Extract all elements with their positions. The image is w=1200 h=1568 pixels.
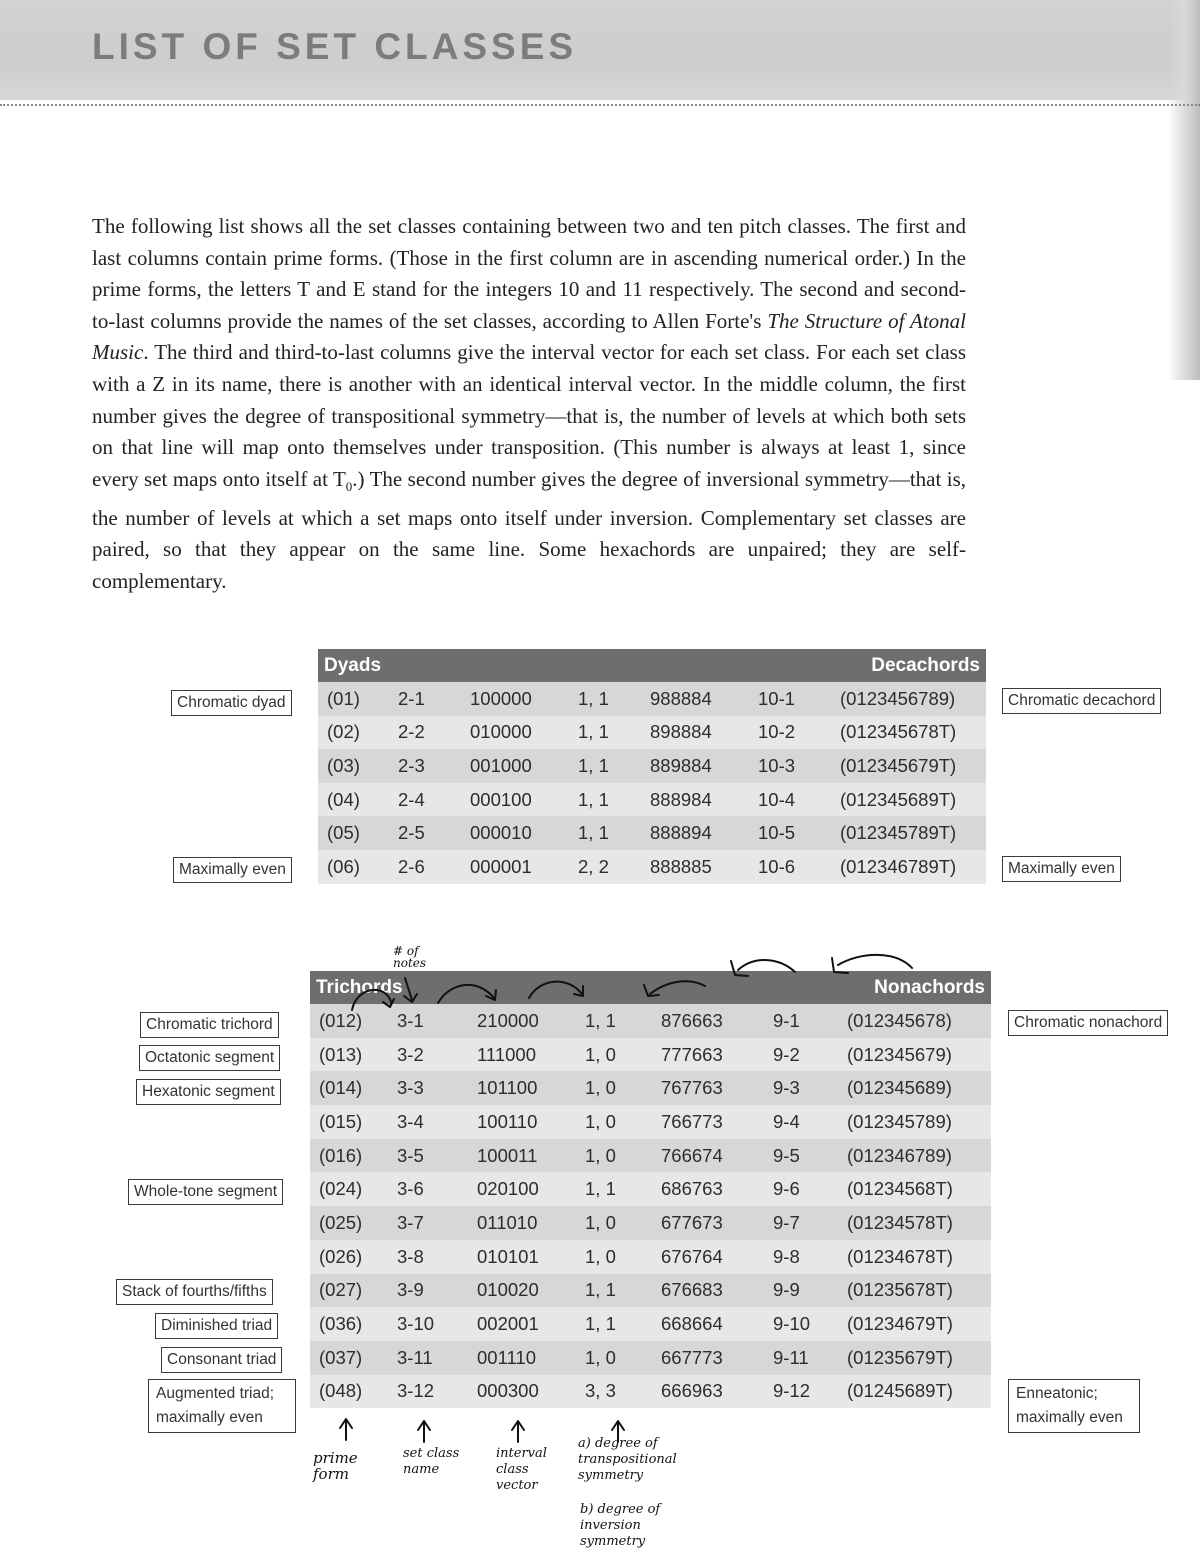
label-chromatic-trichord: Chromatic trichord (140, 1012, 279, 1038)
cell-name: 2-2 (398, 716, 470, 750)
cell-sym: 1, 0 (585, 1240, 661, 1274)
cell-sym: 1, 1 (578, 783, 650, 817)
cell-cvector: 686763 (661, 1172, 773, 1206)
cell-cvector: 888894 (650, 816, 758, 850)
cell-cname: 10-3 (758, 749, 840, 783)
cell-cprime: (01235679T) (847, 1341, 991, 1375)
cell-vector: 010000 (470, 716, 578, 750)
cell-cname: 10-1 (758, 682, 840, 716)
label-chromatic-dyad: Chromatic dyad (171, 690, 292, 716)
table-row (310, 1105, 991, 1139)
cell-cvector: 766773 (661, 1105, 773, 1139)
cell-prime: (05) (318, 816, 398, 850)
cell-name: 3-5 (397, 1139, 477, 1173)
cell-cprime: (01245689T) (847, 1375, 991, 1409)
cell-prime: (02) (318, 716, 398, 750)
cell-name: 3-4 (397, 1105, 477, 1139)
hw-degree-transpositional: a) degree of transpositional symmetry (578, 1436, 677, 1483)
table-header-row (310, 971, 991, 1004)
cell-cprime: (01234568T) (847, 1172, 991, 1206)
cell-cprime: (012345678) (847, 1004, 991, 1038)
cell-cname: 10-6 (758, 850, 840, 884)
cell-cname: 9-2 (773, 1038, 847, 1072)
table-row (310, 1341, 991, 1375)
cell-vector: 000300 (477, 1375, 585, 1409)
label-diminished-triad: Diminished triad (155, 1313, 278, 1339)
cell-cvector: 766674 (661, 1139, 773, 1173)
table-row (310, 1206, 991, 1240)
cell-cprime: (012345689) (847, 1071, 991, 1105)
cell-prime: (06) (318, 850, 398, 884)
cell-prime: (025) (310, 1206, 397, 1240)
cell-vector: 100110 (477, 1105, 585, 1139)
table-row (318, 716, 986, 750)
label-hexatonic-segment: Hexatonic segment (136, 1079, 281, 1105)
cell-name: 2-3 (398, 749, 470, 783)
hw-num-notes: # of notes (393, 944, 427, 970)
cell-cname: 9-4 (773, 1105, 847, 1139)
label-consonant-triad: Consonant triad (161, 1347, 282, 1373)
table-header-row (318, 649, 986, 682)
cell-prime: (048) (310, 1375, 397, 1409)
cell-vector: 002001 (477, 1307, 585, 1341)
cell-cprime: (012345679T) (840, 749, 986, 783)
nonachords-header: Nonachords (661, 971, 991, 1004)
t-subscript: 0 (345, 478, 353, 494)
book-title: The Structure of Atonal Music (92, 308, 967, 365)
cell-cvector: 888885 (650, 850, 758, 884)
cell-name: 3-9 (397, 1274, 477, 1308)
table-row (318, 783, 986, 817)
cell-cvector: 767763 (661, 1071, 773, 1105)
cell-sym: 1, 1 (578, 716, 650, 750)
cell-vector: 010020 (477, 1274, 585, 1308)
intro-paragraph (92, 211, 966, 597)
cell-cprime: (01235678T) (847, 1274, 991, 1308)
label-octatonic-segment: Octatonic segment (139, 1045, 280, 1071)
cell-cname: 9-1 (773, 1004, 847, 1038)
cell-sym: 1, 1 (585, 1307, 661, 1341)
cell-vector: 210000 (477, 1004, 585, 1038)
cell-cname: 10-2 (758, 716, 840, 750)
dotted-rule (0, 104, 1200, 106)
cell-name: 3-3 (397, 1071, 477, 1105)
hw-set-class-name: set class name (403, 1446, 460, 1477)
cell-cname: 9-10 (773, 1307, 847, 1341)
cell-sym: 3, 3 (585, 1375, 661, 1409)
cell-cprime: (01234678T) (847, 1240, 991, 1274)
cell-cprime: (01234578T) (847, 1206, 991, 1240)
arrow-hump-5 (838, 955, 912, 968)
dyads-decachords-table (318, 649, 986, 884)
decachords-header: Decachords (650, 649, 986, 682)
label-maximally-even-dyad: Maximally even (173, 857, 292, 883)
cell-prime: (027) (310, 1274, 397, 1308)
table-row (318, 749, 986, 783)
hw-prime-form: prime form (313, 1449, 358, 1483)
cell-sym: 1, 1 (585, 1004, 661, 1038)
cell-prime: (01) (318, 682, 398, 716)
intro-sentence-3: .) The second number gives the degree of inversional symmetry—that is, the number of levels at which a set maps onto itself under inversion. Complementary set classes are paired, so that they appear on the same line. Some hexachords are unpaired; they are self-complementary. (92, 466, 967, 593)
table-row (318, 850, 986, 884)
cell-prime: (016) (310, 1139, 397, 1173)
cell-cvector: 676764 (661, 1240, 773, 1274)
cell-cname: 9-11 (773, 1341, 847, 1375)
label-augmented-triad: Augmented triad; maximally even (148, 1379, 296, 1433)
cell-vector: 010101 (477, 1240, 585, 1274)
cell-prime: (013) (310, 1038, 397, 1072)
cell-cprime: (012345789) (847, 1105, 991, 1139)
table-row (310, 1240, 991, 1274)
cell-cname: 9-6 (773, 1172, 847, 1206)
cell-vector: 100011 (477, 1139, 585, 1173)
cell-vector: 000100 (470, 783, 578, 817)
cell-sym: 1, 0 (585, 1206, 661, 1240)
label-whole-tone-segment: Whole-tone segment (128, 1179, 283, 1205)
cell-name: 2-6 (398, 850, 470, 884)
cell-cname: 9-12 (773, 1375, 847, 1409)
cell-vector: 000001 (470, 850, 578, 884)
label-maximally-even-decachord: Maximally even (1002, 856, 1121, 882)
cell-name: 2-4 (398, 783, 470, 817)
cell-prime: (037) (310, 1341, 397, 1375)
cell-vector: 020100 (477, 1172, 585, 1206)
cell-sym: 1, 0 (585, 1139, 661, 1173)
cell-cname: 9-8 (773, 1240, 847, 1274)
cell-prime: (036) (310, 1307, 397, 1341)
table-row (310, 1274, 991, 1308)
cell-name: 2-5 (398, 816, 470, 850)
cell-sym: 1, 0 (585, 1341, 661, 1375)
cell-name: 3-6 (397, 1172, 477, 1206)
header-band (0, 0, 1200, 100)
cell-cvector: 676683 (661, 1274, 773, 1308)
cell-sym: 1, 1 (578, 816, 650, 850)
cell-vector: 011010 (477, 1206, 585, 1240)
trichords-header: Trichords (310, 971, 661, 1004)
cell-cprime: (012345689T) (840, 783, 986, 817)
cell-cname: 10-5 (758, 816, 840, 850)
table-row (310, 1038, 991, 1072)
cell-cprime: (0123456789) (840, 682, 986, 716)
cell-prime: (012) (310, 1004, 397, 1038)
hw-degree-inversion: b) degree of inversion symmetry (580, 1502, 661, 1549)
cell-cprime: (012346789T) (840, 850, 986, 884)
cell-cvector: 677673 (661, 1206, 773, 1240)
cell-vector: 101100 (477, 1071, 585, 1105)
table-row (310, 1172, 991, 1206)
intro-sentence-1: The following list shows all the set classes containing between two and ten pitch classes. The first and last columns contain prime forms. (Those in the first column are in ascending numerical order.) In the prime forms, the letters T and E stand for the integers 10 and 11 respectively. The second and second-to-last columns provide the names of the set classes, according to Allen Forte's (92, 214, 966, 333)
cell-prime: (014) (310, 1071, 397, 1105)
hw-interval-class-vector: interval class vector (496, 1446, 547, 1493)
cell-cprime: (01234679T) (847, 1307, 991, 1341)
table-row (318, 816, 986, 850)
cell-cprime: (012346789) (847, 1139, 991, 1173)
cell-vector: 100000 (470, 682, 578, 716)
cell-name: 3-1 (397, 1004, 477, 1038)
label-stack-of-fourths: Stack of fourths/fifths (116, 1279, 273, 1305)
cell-prime: (024) (310, 1172, 397, 1206)
label-enneatonic: Enneatonic; maximally even (1008, 1379, 1140, 1433)
cell-name: 3-10 (397, 1307, 477, 1341)
table-row (310, 1375, 991, 1409)
cell-cvector: 988884 (650, 682, 758, 716)
cell-name: 3-8 (397, 1240, 477, 1274)
cell-name: 2-1 (398, 682, 470, 716)
table-row (310, 1307, 991, 1341)
table-row (318, 682, 986, 716)
dyads-header: Dyads (318, 649, 650, 682)
cell-prime: (04) (318, 783, 398, 817)
cell-sym: 1, 0 (585, 1071, 661, 1105)
cell-name: 3-2 (397, 1038, 477, 1072)
cell-cvector: 667773 (661, 1341, 773, 1375)
cell-vector: 001110 (477, 1341, 585, 1375)
cell-sym: 1, 1 (585, 1172, 661, 1206)
cell-vector: 000010 (470, 816, 578, 850)
cell-sym: 1, 0 (585, 1038, 661, 1072)
cell-cvector: 889884 (650, 749, 758, 783)
cell-cname: 9-5 (773, 1139, 847, 1173)
cell-cname: 9-9 (773, 1274, 847, 1308)
label-chromatic-nonachord: Chromatic nonachord (1008, 1010, 1168, 1036)
table-row (310, 1071, 991, 1105)
cell-cprime: (012345789T) (840, 816, 986, 850)
cell-sym: 2, 2 (578, 850, 650, 884)
cell-cvector: 876663 (661, 1004, 773, 1038)
cell-cvector: 888984 (650, 783, 758, 817)
cell-cprime: (012345679) (847, 1038, 991, 1072)
cell-prime: (015) (310, 1105, 397, 1139)
cell-cvector: 777663 (661, 1038, 773, 1072)
table-row (310, 1139, 991, 1173)
page-title: LIST OF SET CLASSES (92, 26, 578, 67)
cell-sym: 1, 1 (585, 1274, 661, 1308)
cell-cvector: 898884 (650, 716, 758, 750)
cell-name: 3-7 (397, 1206, 477, 1240)
cell-cname: 9-3 (773, 1071, 847, 1105)
cell-sym: 1, 0 (585, 1105, 661, 1139)
cell-name: 3-12 (397, 1375, 477, 1409)
cell-sym: 1, 1 (578, 749, 650, 783)
cell-cname: 10-4 (758, 783, 840, 817)
label-chromatic-decachord: Chromatic decachord (1002, 688, 1161, 714)
trichords-nonachords-table (310, 971, 991, 1408)
cell-cprime: (012345678T) (840, 716, 986, 750)
cell-prime: (026) (310, 1240, 397, 1274)
cell-sym: 1, 1 (578, 682, 650, 716)
cell-vector: 111000 (477, 1038, 585, 1072)
cell-cname: 9-7 (773, 1206, 847, 1240)
intro-sentence-2: . The third and third-to-last columns give the interval vector for each set class. For each set class with a Z in its name, there is another with an identical interval vector. In the middle column, the first number gives the degree of transpositional symmetry—that is, the number of levels at which both sets on that line will map onto themselves under transposition. (This number is always at least 1, since every set maps onto itself at T (92, 340, 966, 491)
cell-name: 3-11 (397, 1341, 477, 1375)
cell-cvector: 668664 (661, 1307, 773, 1341)
cell-cvector: 666963 (661, 1375, 773, 1409)
page-edge-shadow (1168, 0, 1200, 380)
cell-prime: (03) (318, 749, 398, 783)
table-row (310, 1004, 991, 1038)
cell-vector: 001000 (470, 749, 578, 783)
